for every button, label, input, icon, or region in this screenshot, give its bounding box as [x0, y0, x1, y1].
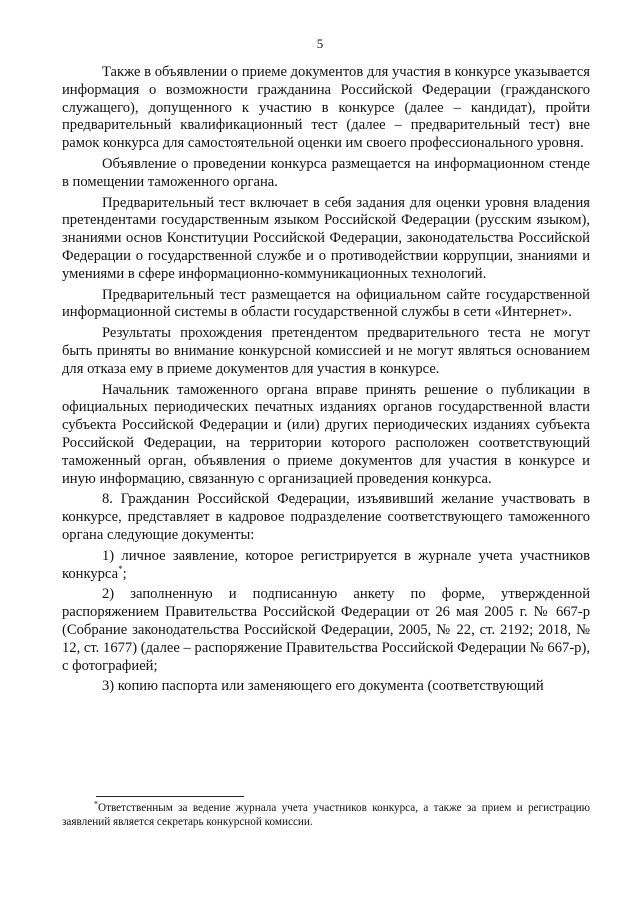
footnote-divider [96, 796, 244, 797]
list-item: 2) заполненную и подписанную анкету по форме, утвержденной распоряжением Правительства Российской Федерации от 26 мая 2005 г. № 667-р (Собрание законодательства Российской Федерации, 2005, № 22, ст. 2192; 2018, № 12, ст. 1677) (далее – распоряжение Правительства Российской Федерации № 667-р), с фотографией; [62, 586, 590, 674]
document-body [62, 64, 590, 699]
footnote [62, 801, 590, 829]
list-item: 3) копию паспорта или заменяющего его документа (соответствующий [102, 678, 544, 695]
footnote-reference: * [118, 563, 123, 574]
page-number: 5 [316, 36, 324, 51]
paragraph: Результаты прохождения претендентом предварительного теста не могут быть приняты во внимание конкурсной комиссией и не могут являться основанием для отказа ему в приеме документов для участия в конкурсе. [62, 325, 590, 377]
paragraph: Предварительный тест включает в себя задания для оценки уровня владения претендентами государственным языком Российской Федерации (русским языком), знаниями основ Конституции Российской Федерации, законодательства Российской Федерации о государственной службе и о противодействии коррупции, знаниями и умениями в сфере информационно-коммуникационных технологий. [62, 194, 590, 282]
footnote-text: Ответственным за ведение журнала учета участников конкурса, а также за прием и регистрацию заявлений является секретарь конкурсной комиссии. [62, 802, 590, 828]
list-item [62, 548, 590, 584]
paragraph: Предварительный тест размещается на официальном сайте государственной информационной системы в области государственной службы в сети «Интернет». [62, 286, 590, 321]
paragraph: Объявление о проведении конкурса размещается на информационном стенде в помещении таможенного органа. [62, 155, 590, 190]
footnote-mark: * [94, 799, 98, 809]
paragraph: 8. Гражданин Российской Федерации, изъявивший желание участвовать в конкурсе, представляет в кадровое подразделение соответствующего таможенного органа следующие документы: [62, 491, 590, 543]
list-item-punctuation: ; [122, 565, 127, 582]
paragraph: Также в объявлении о приеме документов для участия в конкурсе указывается информация о возможности гражданина Российской Федерации (гражданского служащего), допущенного к участию в конкурсе (далее – кандидат), пройти предварительный квалификационный тест (далее – предварительный тест) вне рамок конкурса для самостоятельной оценки им своего профессионального уровня. [62, 64, 590, 152]
list-item-text: 1) личное заявление, которое регистрируется в журнале учета участников конкурса [62, 547, 590, 582]
paragraph: Начальник таможенного органа вправе принять решение о публикации в официальных периодических печатных изданиях органов государственной власти субъекта Российской Федерации и (или) других периодических изданиях субъекта Российской Федерации, на территории которого расположен соответствующий таможенный орган, объявления о приеме документов для участия в конкурсе и иную информацию, связанную с организацией проведения конкурса. [62, 381, 590, 487]
